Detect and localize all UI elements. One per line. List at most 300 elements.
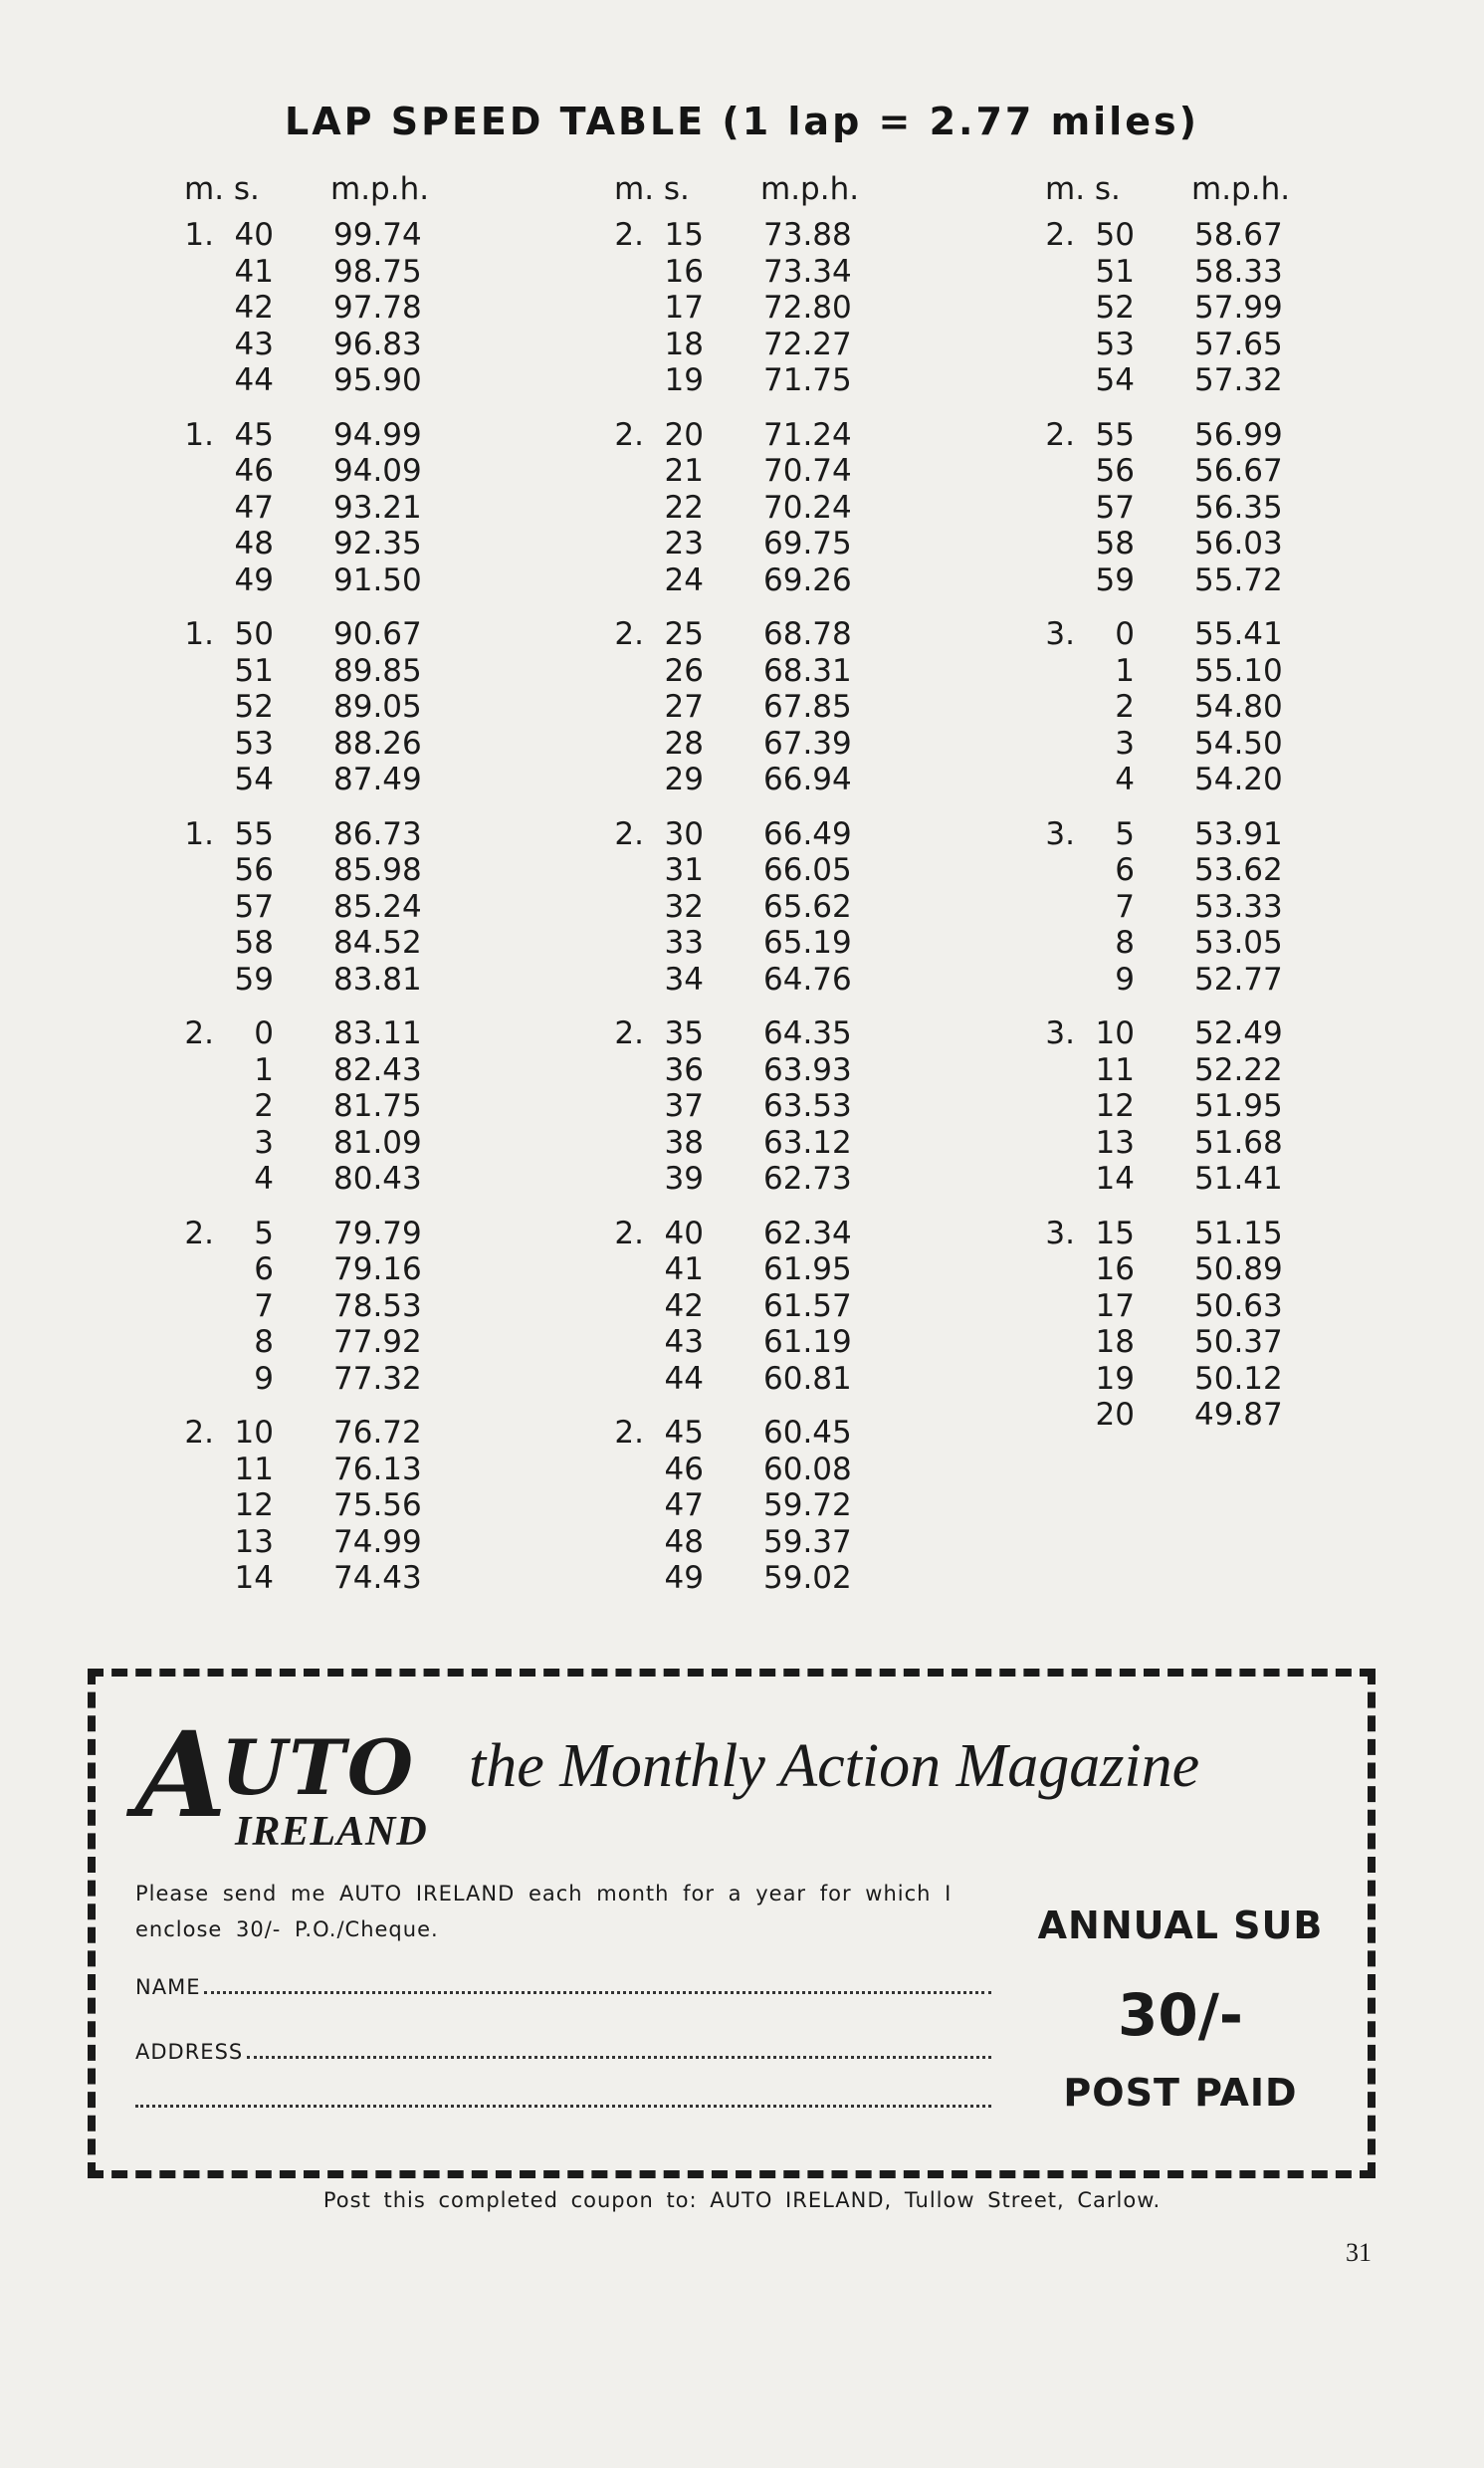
minutes-cell: 1.	[184, 217, 214, 253]
table-row	[614, 616, 913, 653]
seconds-cell: 7	[254, 1287, 274, 1324]
table-row	[1045, 1216, 1344, 1252]
seconds-cell: 12	[234, 1487, 274, 1523]
header-minutes-seconds: m. s.	[614, 171, 690, 207]
mph-cell: 61.19	[763, 1324, 852, 1360]
table-row	[1045, 852, 1344, 889]
seconds-cell: 20	[1095, 1397, 1135, 1433]
row-group	[184, 217, 483, 399]
name-line[interactable]	[204, 1991, 991, 1994]
seconds-cell: 22	[664, 489, 704, 526]
table-row	[614, 1415, 913, 1452]
mph-cell: 93.21	[333, 489, 422, 526]
seconds-cell: 14	[234, 1560, 274, 1596]
table-row	[184, 816, 483, 853]
table-row	[184, 1052, 483, 1089]
row-group	[614, 417, 913, 599]
mph-cell: 86.73	[333, 815, 422, 852]
table-row	[184, 1361, 483, 1398]
seconds-cell: 16	[1095, 1251, 1135, 1287]
table-row	[614, 1125, 913, 1162]
mph-cell: 62.34	[763, 1215, 852, 1251]
table-row	[614, 526, 913, 562]
seconds-cell: 42	[234, 290, 274, 326]
seconds-cell: 0	[1115, 616, 1135, 652]
seconds-cell: 54	[1095, 362, 1135, 398]
table-row	[184, 1288, 483, 1325]
header-mph: m.p.h.	[330, 171, 430, 207]
seconds-cell: 3	[254, 1124, 274, 1161]
mph-cell: 59.37	[763, 1523, 852, 1560]
table-row	[184, 726, 483, 763]
mph-cell: 89.85	[333, 652, 422, 689]
table-row	[184, 254, 483, 291]
row-group	[184, 417, 483, 599]
seconds-cell: 15	[1095, 1215, 1135, 1251]
seconds-cell: 6	[254, 1251, 274, 1287]
seconds-cell: 25	[664, 616, 704, 652]
name-field[interactable]	[135, 1975, 991, 1999]
table-row	[1045, 526, 1344, 562]
table-row	[1045, 816, 1344, 853]
mph-cell: 72.27	[763, 326, 852, 362]
mph-cell: 56.99	[1194, 416, 1283, 453]
address-field[interactable]	[135, 2040, 991, 2064]
mph-cell: 53.33	[1194, 888, 1283, 925]
table-row	[184, 562, 483, 599]
row-group	[614, 616, 913, 798]
seconds-cell: 50	[234, 616, 274, 652]
seconds-cell: 45	[234, 416, 274, 453]
row-group	[1045, 217, 1344, 399]
minutes-cell: 1.	[184, 616, 214, 652]
mph-cell: 76.72	[333, 1415, 422, 1451]
logo-letter-a: A	[135, 1705, 227, 1844]
table-row	[1045, 925, 1344, 962]
seconds-cell: 14	[1095, 1161, 1135, 1197]
seconds-cell: 17	[664, 290, 704, 326]
table-row	[184, 689, 483, 726]
minutes-cell: 3.	[1045, 1015, 1075, 1051]
minutes-cell: 2.	[614, 1415, 644, 1451]
table-row	[184, 1161, 483, 1198]
mph-cell: 49.87	[1194, 1397, 1283, 1433]
seconds-cell: 43	[664, 1324, 704, 1360]
minutes-cell: 2.	[1045, 416, 1075, 453]
table-row	[184, 290, 483, 327]
table-row	[184, 889, 483, 926]
table-row	[184, 1088, 483, 1125]
name-label: NAME	[135, 1975, 201, 1999]
seconds-cell: 12	[1095, 1088, 1135, 1124]
seconds-cell: 34	[664, 961, 704, 998]
logo-uto: UTO	[221, 1723, 416, 1812]
address-line-2[interactable]	[135, 2105, 991, 2108]
mph-cell: 94.09	[333, 453, 422, 489]
seconds-cell: 38	[664, 1124, 704, 1161]
table-row	[614, 1324, 913, 1361]
table-row	[184, 453, 483, 490]
minutes-cell: 3.	[1045, 815, 1075, 852]
magazine-tagline: the Monthly Action Magazine	[469, 1732, 1200, 1800]
table-row	[1045, 562, 1344, 599]
table-row	[1045, 327, 1344, 363]
seconds-cell: 40	[234, 217, 274, 253]
table-column	[614, 171, 913, 1615]
seconds-cell: 13	[234, 1523, 274, 1560]
table-row	[1045, 689, 1344, 726]
mph-cell: 65.62	[763, 888, 852, 925]
table-row	[1045, 1251, 1344, 1288]
table-row	[614, 1560, 913, 1597]
table-row	[1045, 217, 1344, 254]
seconds-cell: 31	[664, 852, 704, 888]
mph-cell: 71.24	[763, 416, 852, 453]
minutes-cell: 3.	[1045, 616, 1075, 652]
table-row	[614, 254, 913, 291]
minutes-cell: 2.	[614, 1215, 644, 1251]
minutes-cell: 2.	[1045, 217, 1075, 253]
table-row	[614, 453, 913, 490]
mph-cell: 72.80	[763, 290, 852, 326]
mph-cell: 58.33	[1194, 253, 1283, 290]
table-row	[614, 852, 913, 889]
mph-cell: 96.83	[333, 326, 422, 362]
subscription-request-text: Please send me AUTO IRELAND each month for a year for which I enclose 30/- P.O./Cheque.	[135, 1882, 953, 1941]
mph-cell: 60.45	[763, 1415, 852, 1451]
mph-cell: 77.92	[333, 1324, 422, 1360]
seconds-cell: 43	[234, 326, 274, 362]
seconds-cell: 2	[1115, 689, 1135, 725]
mph-cell: 76.13	[333, 1451, 422, 1487]
seconds-cell: 52	[1095, 290, 1135, 326]
table-row	[1045, 254, 1344, 291]
seconds-cell: 26	[664, 652, 704, 689]
mph-cell: 53.91	[1194, 815, 1283, 852]
page-number: 31	[1346, 2238, 1372, 2267]
row-group	[1045, 816, 1344, 999]
seconds-cell: 8	[254, 1324, 274, 1360]
table-row	[1045, 1324, 1344, 1361]
mph-cell: 53.62	[1194, 852, 1283, 888]
seconds-cell: 49	[664, 1560, 704, 1596]
seconds-cell: 47	[664, 1487, 704, 1523]
mph-cell: 50.37	[1194, 1324, 1283, 1360]
mph-cell: 51.68	[1194, 1124, 1283, 1161]
mph-cell: 57.65	[1194, 326, 1283, 362]
table-row	[614, 1088, 913, 1125]
table-row	[614, 816, 913, 853]
seconds-cell: 37	[664, 1088, 704, 1124]
mph-cell: 52.77	[1194, 961, 1283, 998]
mph-cell: 75.56	[333, 1487, 422, 1523]
table-row	[614, 562, 913, 599]
seconds-cell: 55	[234, 815, 274, 852]
table-row	[614, 1015, 913, 1052]
seconds-cell: 2	[254, 1088, 274, 1124]
seconds-cell: 59	[234, 961, 274, 998]
seconds-cell: 41	[664, 1251, 704, 1287]
row-group	[184, 616, 483, 798]
mph-cell: 80.43	[333, 1161, 422, 1197]
table-row	[184, 417, 483, 454]
minutes-cell: 2.	[184, 1215, 214, 1251]
table-row	[614, 689, 913, 726]
mph-cell: 70.24	[763, 489, 852, 526]
seconds-cell: 39	[664, 1161, 704, 1197]
seconds-cell: 54	[234, 762, 274, 797]
mph-cell: 51.41	[1194, 1161, 1283, 1197]
mph-cell: 56.67	[1194, 453, 1283, 489]
mph-cell: 99.74	[333, 217, 422, 253]
row-group	[1045, 417, 1344, 599]
table-row	[184, 925, 483, 962]
minutes-cell: 1.	[184, 815, 214, 852]
post-paid-label: POST PAID	[1063, 2071, 1298, 2115]
mph-cell: 82.43	[333, 1051, 422, 1088]
table-row	[184, 1452, 483, 1488]
seconds-cell: 19	[1095, 1360, 1135, 1397]
seconds-cell: 6	[1115, 852, 1135, 888]
seconds-cell: 10	[1095, 1015, 1135, 1051]
mph-cell: 77.32	[333, 1360, 422, 1397]
table-row	[1045, 762, 1344, 798]
seconds-cell: 8	[1115, 925, 1135, 961]
seconds-cell: 58	[1095, 526, 1135, 561]
mph-cell: 92.35	[333, 526, 422, 561]
table-row	[184, 1524, 483, 1561]
seconds-cell: 18	[1095, 1324, 1135, 1360]
seconds-cell: 53	[1095, 326, 1135, 362]
logo-ireland: IRELAND	[235, 1809, 428, 1855]
seconds-cell: 57	[234, 888, 274, 925]
table-row	[614, 290, 913, 327]
seconds-cell: 5	[1115, 815, 1135, 852]
seconds-cell: 19	[664, 362, 704, 398]
table-row	[1045, 490, 1344, 527]
table-row	[1045, 1161, 1344, 1198]
seconds-cell: 51	[1095, 253, 1135, 290]
seconds-cell: 15	[664, 217, 704, 253]
table-row	[614, 1216, 913, 1252]
minutes-cell: 2.	[184, 1415, 214, 1451]
mph-cell: 53.05	[1194, 925, 1283, 961]
mph-cell: 50.63	[1194, 1287, 1283, 1324]
mph-cell: 63.93	[763, 1051, 852, 1088]
seconds-cell: 9	[1115, 961, 1135, 998]
mph-cell: 83.81	[333, 961, 422, 998]
row-group	[614, 1015, 913, 1198]
table-row	[1045, 290, 1344, 327]
page-title: LAP SPEED TABLE (1 lap = 2.77 miles)	[285, 100, 1199, 143]
mph-cell: 50.89	[1194, 1251, 1283, 1287]
seconds-cell: 21	[664, 453, 704, 489]
coupon-mailing-instruction: Post this completed coupon to: AUTO IRELAND, Tullow Street, Carlow.	[322, 2188, 1162, 2212]
mph-cell: 54.50	[1194, 725, 1283, 762]
seconds-cell: 44	[234, 362, 274, 398]
table-row	[1045, 1288, 1344, 1325]
mph-cell: 60.08	[763, 1451, 852, 1487]
table-row	[614, 889, 913, 926]
column-header	[614, 171, 913, 217]
annual-sub-label: ANNUAL SUB	[1037, 1904, 1324, 1947]
seconds-cell: 50	[1095, 217, 1135, 253]
mph-cell: 81.09	[333, 1124, 422, 1161]
seconds-cell: 42	[664, 1287, 704, 1324]
table-row	[614, 653, 913, 690]
column-header	[1045, 171, 1344, 217]
row-group	[614, 1216, 913, 1398]
mph-cell: 54.80	[1194, 689, 1283, 725]
mph-cell: 62.73	[763, 1161, 852, 1197]
minutes-cell: 2.	[614, 1015, 644, 1051]
seconds-cell: 45	[664, 1415, 704, 1451]
table-row	[614, 1452, 913, 1488]
table-row	[1045, 453, 1344, 490]
mph-cell: 69.75	[763, 526, 852, 561]
seconds-cell: 13	[1095, 1124, 1135, 1161]
seconds-cell: 20	[664, 416, 704, 453]
mph-cell: 89.05	[333, 689, 422, 725]
table-row	[1045, 616, 1344, 653]
seconds-cell: 28	[664, 725, 704, 762]
table-row	[614, 1161, 913, 1198]
mph-cell: 88.26	[333, 725, 422, 762]
mph-cell: 67.85	[763, 689, 852, 725]
table-row	[1045, 726, 1344, 763]
seconds-cell: 16	[664, 253, 704, 290]
seconds-cell: 48	[664, 1523, 704, 1560]
seconds-cell: 32	[664, 888, 704, 925]
table-row	[184, 1324, 483, 1361]
mph-cell: 51.15	[1194, 1215, 1283, 1251]
table-row	[614, 327, 913, 363]
seconds-cell: 59	[1095, 561, 1135, 598]
table-row	[614, 1052, 913, 1089]
seconds-cell: 47	[234, 489, 274, 526]
subscription-price: 30/-	[1118, 1981, 1243, 2049]
seconds-cell: 52	[234, 689, 274, 725]
table-row	[1045, 362, 1344, 399]
mph-cell: 74.43	[333, 1560, 422, 1596]
mph-cell: 59.72	[763, 1487, 852, 1523]
mph-cell: 70.74	[763, 453, 852, 489]
table-row	[184, 1487, 483, 1524]
seconds-cell: 24	[664, 561, 704, 598]
mph-cell: 63.53	[763, 1088, 852, 1124]
mph-cell: 68.31	[763, 652, 852, 689]
mph-cell: 87.49	[333, 762, 422, 797]
table-row	[184, 852, 483, 889]
mph-cell: 85.24	[333, 888, 422, 925]
mph-cell: 58.67	[1194, 217, 1283, 253]
table-row	[184, 1125, 483, 1162]
table-row	[1045, 417, 1344, 454]
table-row	[614, 962, 913, 999]
mph-cell: 68.78	[763, 616, 852, 652]
mph-cell: 98.75	[333, 253, 422, 290]
seconds-cell: 3	[1115, 725, 1135, 762]
table-row	[614, 1487, 913, 1524]
mph-cell: 60.81	[763, 1360, 852, 1397]
column-header	[184, 171, 483, 217]
mph-cell: 79.79	[333, 1215, 422, 1251]
row-group	[184, 1415, 483, 1597]
table-row	[614, 762, 913, 798]
mph-cell: 64.76	[763, 961, 852, 998]
seconds-cell: 35	[664, 1015, 704, 1051]
seconds-cell: 46	[234, 453, 274, 489]
table-row	[184, 962, 483, 999]
table-row	[614, 1524, 913, 1561]
address-label: ADDRESS	[135, 2040, 244, 2064]
address-line[interactable]	[247, 2056, 991, 2059]
table-row	[614, 217, 913, 254]
seconds-cell: 57	[1095, 489, 1135, 526]
seconds-cell: 48	[234, 526, 274, 561]
seconds-cell: 0	[254, 1015, 274, 1051]
mph-cell: 66.94	[763, 762, 852, 797]
seconds-cell: 10	[234, 1415, 274, 1451]
mph-cell: 90.67	[333, 616, 422, 652]
table-row	[1045, 889, 1344, 926]
seconds-cell: 58	[234, 925, 274, 961]
seconds-cell: 9	[254, 1360, 274, 1397]
mph-cell: 63.12	[763, 1124, 852, 1161]
table-row	[614, 1361, 913, 1398]
mph-cell: 55.41	[1194, 616, 1283, 652]
mph-cell: 61.57	[763, 1287, 852, 1324]
seconds-cell: 40	[664, 1215, 704, 1251]
seconds-cell: 55	[1095, 416, 1135, 453]
mph-cell: 97.78	[333, 290, 422, 326]
mph-cell: 66.49	[763, 815, 852, 852]
seconds-cell: 30	[664, 815, 704, 852]
address-field-second-line[interactable]	[135, 2105, 991, 2113]
mph-cell: 83.11	[333, 1015, 422, 1051]
seconds-cell: 4	[1115, 762, 1135, 797]
seconds-cell: 23	[664, 526, 704, 561]
mph-cell: 57.32	[1194, 362, 1283, 398]
mph-cell: 84.52	[333, 925, 422, 961]
table-column	[184, 171, 483, 1615]
mph-cell: 79.16	[333, 1251, 422, 1287]
header-minutes-seconds: m. s.	[1045, 171, 1121, 207]
table-row	[184, 1015, 483, 1052]
table-row	[1045, 1015, 1344, 1052]
mph-cell: 52.22	[1194, 1051, 1283, 1088]
table-row	[184, 653, 483, 690]
mph-cell: 74.99	[333, 1523, 422, 1560]
table-row	[614, 1288, 913, 1325]
table-row	[1045, 1397, 1344, 1434]
row-group	[1045, 1216, 1344, 1434]
row-group	[184, 816, 483, 999]
auto-ireland-logo	[135, 1705, 454, 1866]
minutes-cell: 2.	[614, 815, 644, 852]
header-minutes-seconds: m. s.	[184, 171, 260, 207]
table-row	[614, 925, 913, 962]
mph-cell: 81.75	[333, 1088, 422, 1124]
mph-cell: 67.39	[763, 725, 852, 762]
table-row	[614, 726, 913, 763]
mph-cell: 73.88	[763, 217, 852, 253]
mph-cell: 85.98	[333, 852, 422, 888]
table-row	[1045, 1052, 1344, 1089]
row-group	[1045, 616, 1344, 798]
table-row	[184, 327, 483, 363]
mph-cell: 94.99	[333, 416, 422, 453]
